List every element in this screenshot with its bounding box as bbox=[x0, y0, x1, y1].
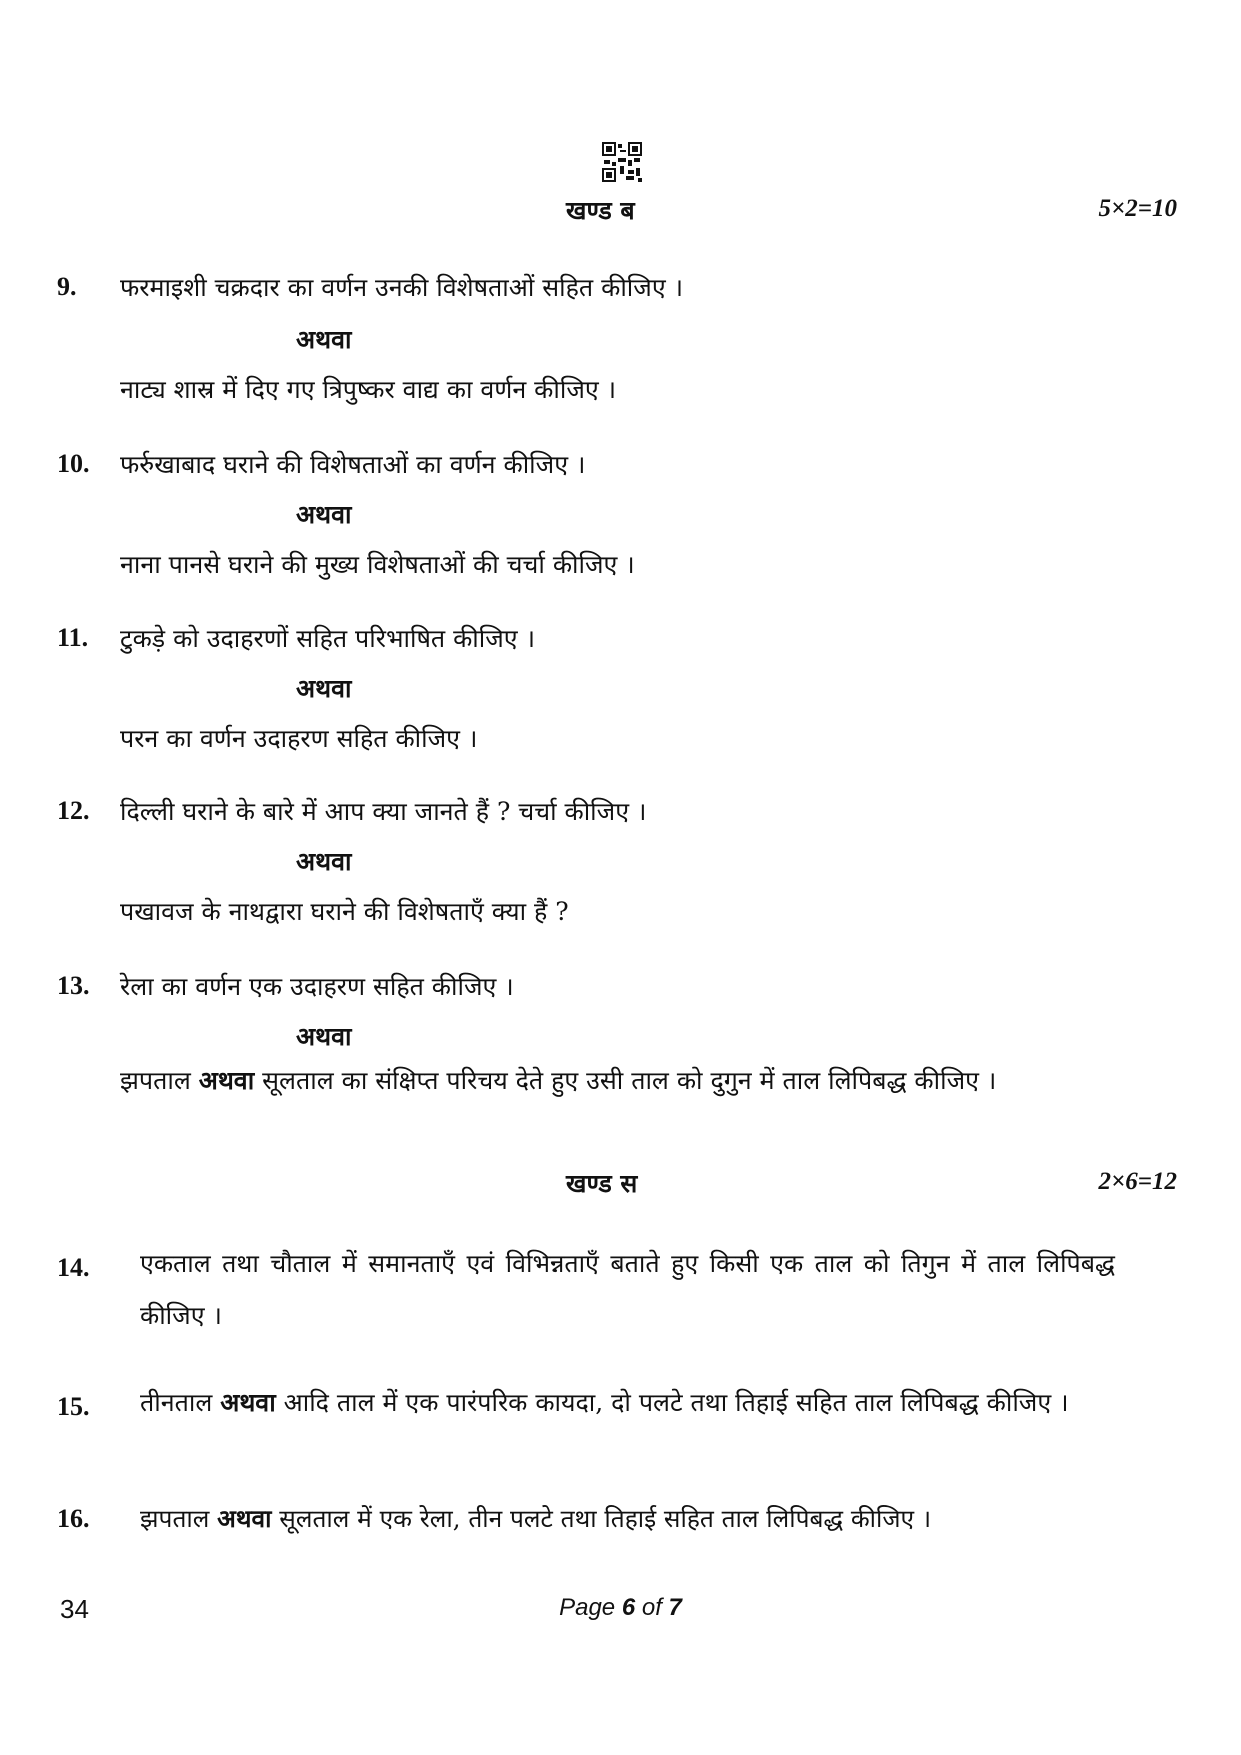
question-10-or: अथवा bbox=[296, 500, 352, 529]
question-15-option-b: आदि ताल में एक पारंपरिक कायदा, दो पलटे तथा तिहाई सहित ताल लिपिबद्ध कीजिए । bbox=[283, 1388, 1069, 1417]
question-12-text: दिल्ली घराने के बारे में आप क्या जानते हैं ? चर्चा कीजिए । bbox=[120, 797, 647, 826]
question-16-number: 16. bbox=[57, 1504, 90, 1533]
question-10-text: फर्रुखाबाद घराने की विशेषताओं का वर्णन कीजिए । bbox=[120, 450, 586, 479]
section-c-marks: 2×6=12 bbox=[1098, 1168, 1177, 1195]
question-13-alt-option-b: सूलताल का संक्षिप्त परिचय देते हुए उसी ताल को दुगुन में ताल लिपिबद्ध कीजिए । bbox=[262, 1066, 997, 1095]
question-12-or: अथवा bbox=[296, 847, 352, 876]
question-13-text: रेला का वर्णन एक उदाहरण सहित कीजिए । bbox=[120, 972, 514, 1001]
question-9-text: फरमाइशी चक्रदार का वर्णन उनकी विशेषताओं सहित कीजिए । bbox=[120, 273, 684, 302]
question-9-number: 9. bbox=[57, 272, 77, 301]
of-word: of bbox=[641, 1594, 662, 1621]
page-total: 7 bbox=[668, 1594, 682, 1621]
question-11-number: 11. bbox=[57, 623, 89, 652]
question-10-alternative: नाना पानसे घराने की मुख्य विशेषताओं की चर्चा कीजिए । bbox=[120, 550, 635, 579]
page-word: Page bbox=[559, 1594, 616, 1621]
question-13-or: अथवा bbox=[296, 1022, 352, 1051]
page-current: 6 bbox=[621, 1594, 636, 1621]
paper-code: 34 bbox=[60, 1594, 89, 1624]
question-14-text: एकताल तथा चौताल में समानताएँ एवं विभिन्नताएँ बताते हुए किसी एक ताल को तिगुन में ताल लिपिबद्ध कीजिए । bbox=[140, 1249, 1115, 1330]
question-12-number: 12. bbox=[57, 796, 90, 825]
question-16-or: अथवा bbox=[217, 1504, 272, 1533]
question-15-option-a: तीनताल bbox=[140, 1388, 213, 1417]
question-11-text: टुकड़े को उदाहरणों सहित परिभाषित कीजिए । bbox=[120, 624, 536, 653]
question-16-text bbox=[140, 1501, 931, 1537]
question-9-or: अथवा bbox=[296, 325, 352, 354]
question-16-option-b: सूलताल में एक रेला, तीन पलटे तथा तिहाई सहित ताल लिपिबद्ध कीजिए । bbox=[279, 1504, 932, 1533]
question-13-number: 13. bbox=[57, 971, 90, 1000]
question-14-number: 14. bbox=[57, 1253, 90, 1282]
question-15-or: अथवा bbox=[220, 1388, 276, 1417]
question-13-alternative bbox=[120, 1055, 1115, 1107]
question-16-option-a: झपताल bbox=[140, 1504, 210, 1533]
question-13-alt-or: अथवा bbox=[198, 1066, 255, 1095]
question-15-number: 15. bbox=[57, 1392, 90, 1421]
section-c-title: खण्ड स bbox=[566, 1169, 638, 1198]
question-11-alternative: परन का वर्णन उदाहरण सहित कीजिए । bbox=[120, 724, 478, 753]
question-15-text bbox=[140, 1377, 1115, 1429]
page-number bbox=[0, 1594, 1241, 1622]
question-13-alt-option-a: झपताल bbox=[120, 1066, 191, 1095]
question-12-alternative: पखावज के नाथद्वारा घराने की विशेषताएँ क्या हैं ? bbox=[120, 897, 569, 926]
qr-code-icon bbox=[602, 142, 642, 182]
question-10-number: 10. bbox=[57, 449, 90, 478]
question-11-or: अथवा bbox=[296, 674, 352, 703]
section-b-marks: 5×2=10 bbox=[1098, 195, 1177, 222]
question-9-alternative: नाट्य शास्र में दिए गए त्रिपुष्कर वाद्य का वर्णन कीजिए । bbox=[120, 375, 617, 404]
section-b-title: खण्ड ब bbox=[566, 196, 635, 225]
